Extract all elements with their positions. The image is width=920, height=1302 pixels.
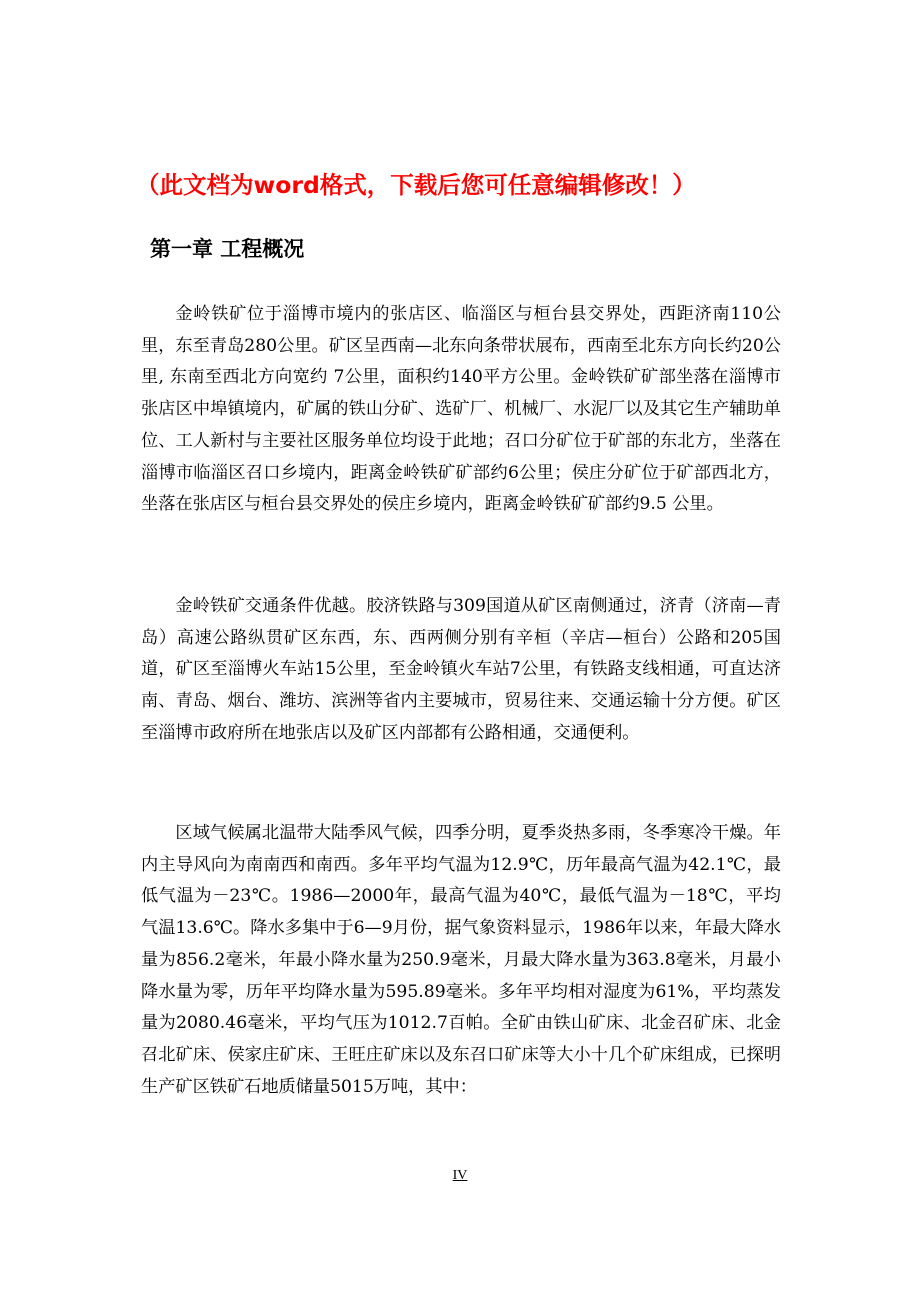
edit-notice: （此文档为word格式，下载后您可任意编辑修改！） (136, 171, 696, 199)
paragraph-transport: 金岭铁矿交通条件优越。胶济铁路与309国道从矿区南侧通过，济青（济南—青岛）高速公路纵贯矿区东西，东、西两侧分别有辛桓（辛店—桓台）公路和205国道，矿区至淄博火车站15公里，至金岭镇火车站7公里，有铁路支线相通，可直达济南、青岛、烟台、潍坊、滨洲等省内主要城市，贸易往来、交通运输十分方便。矿区至淄博市政府所在地张店以及矿区内部都有公路相通，交通便利。 (141, 596, 781, 743)
chapter-title: 第一章 工程概况 (150, 237, 305, 261)
paragraph-location: 金岭铁矿位于淄博市境内的张店区、临淄区与桓台县交界处，西距济南110公里，东至青岛280公里。矿区呈西南—北东向条带状展布，西南至北东方向长约20公里, 东南至西北方向宽约 7公里，面积约140平方公里。金岭铁矿矿部坐落在淄博市张店区中埠镇境内，矿属的铁山分矿、选矿厂、机械厂、水泥厂以及其它生产辅助单位、工人新村与主要社区服务单位均设于此地；召口分矿位于矿部的东北方，坐落在淄博市临淄区召口乡境内，距离金岭铁矿矿部约6公里；侯庄分矿位于矿部西北方，坐落在张店区与桓台县交界处的侯庄乡境内，距离金岭铁矿矿部约9.5 公里。 (141, 304, 781, 515)
page-number: IV (452, 1168, 468, 1183)
paragraph-climate: 区域气候属北温带大陆季风气候，四季分明，夏季炎热多雨，冬季寒冷干燥。年内主导风向为南南西和南西。多年平均气温为12.9℃，历年最高气温为42.1℃，最低气温为－23℃。1986—2000年，最高气温为40℃，最低气温为－18℃，平均气温13.6℃。降水多集中于6—9月份，据气象资料显示，1986年以来，年最大降水量为856.2毫米，年最小降水量为250.9毫米，月最大降水量为363.8毫米，月最小降水量为零，历年平均降水量为595.89毫米。多年平均相对湿度为61%，平均蒸发量为2080.46毫米，平均气压为1012.7百帕。全矿由铁山矿床、北金召矿床、北金召北矿床、侯家庄矿床、王旺庄矿床以及东召口矿床等大小十几个矿床组成，已探明生产矿区铁矿石地质储量5015万吨，其中： (141, 823, 781, 1097)
